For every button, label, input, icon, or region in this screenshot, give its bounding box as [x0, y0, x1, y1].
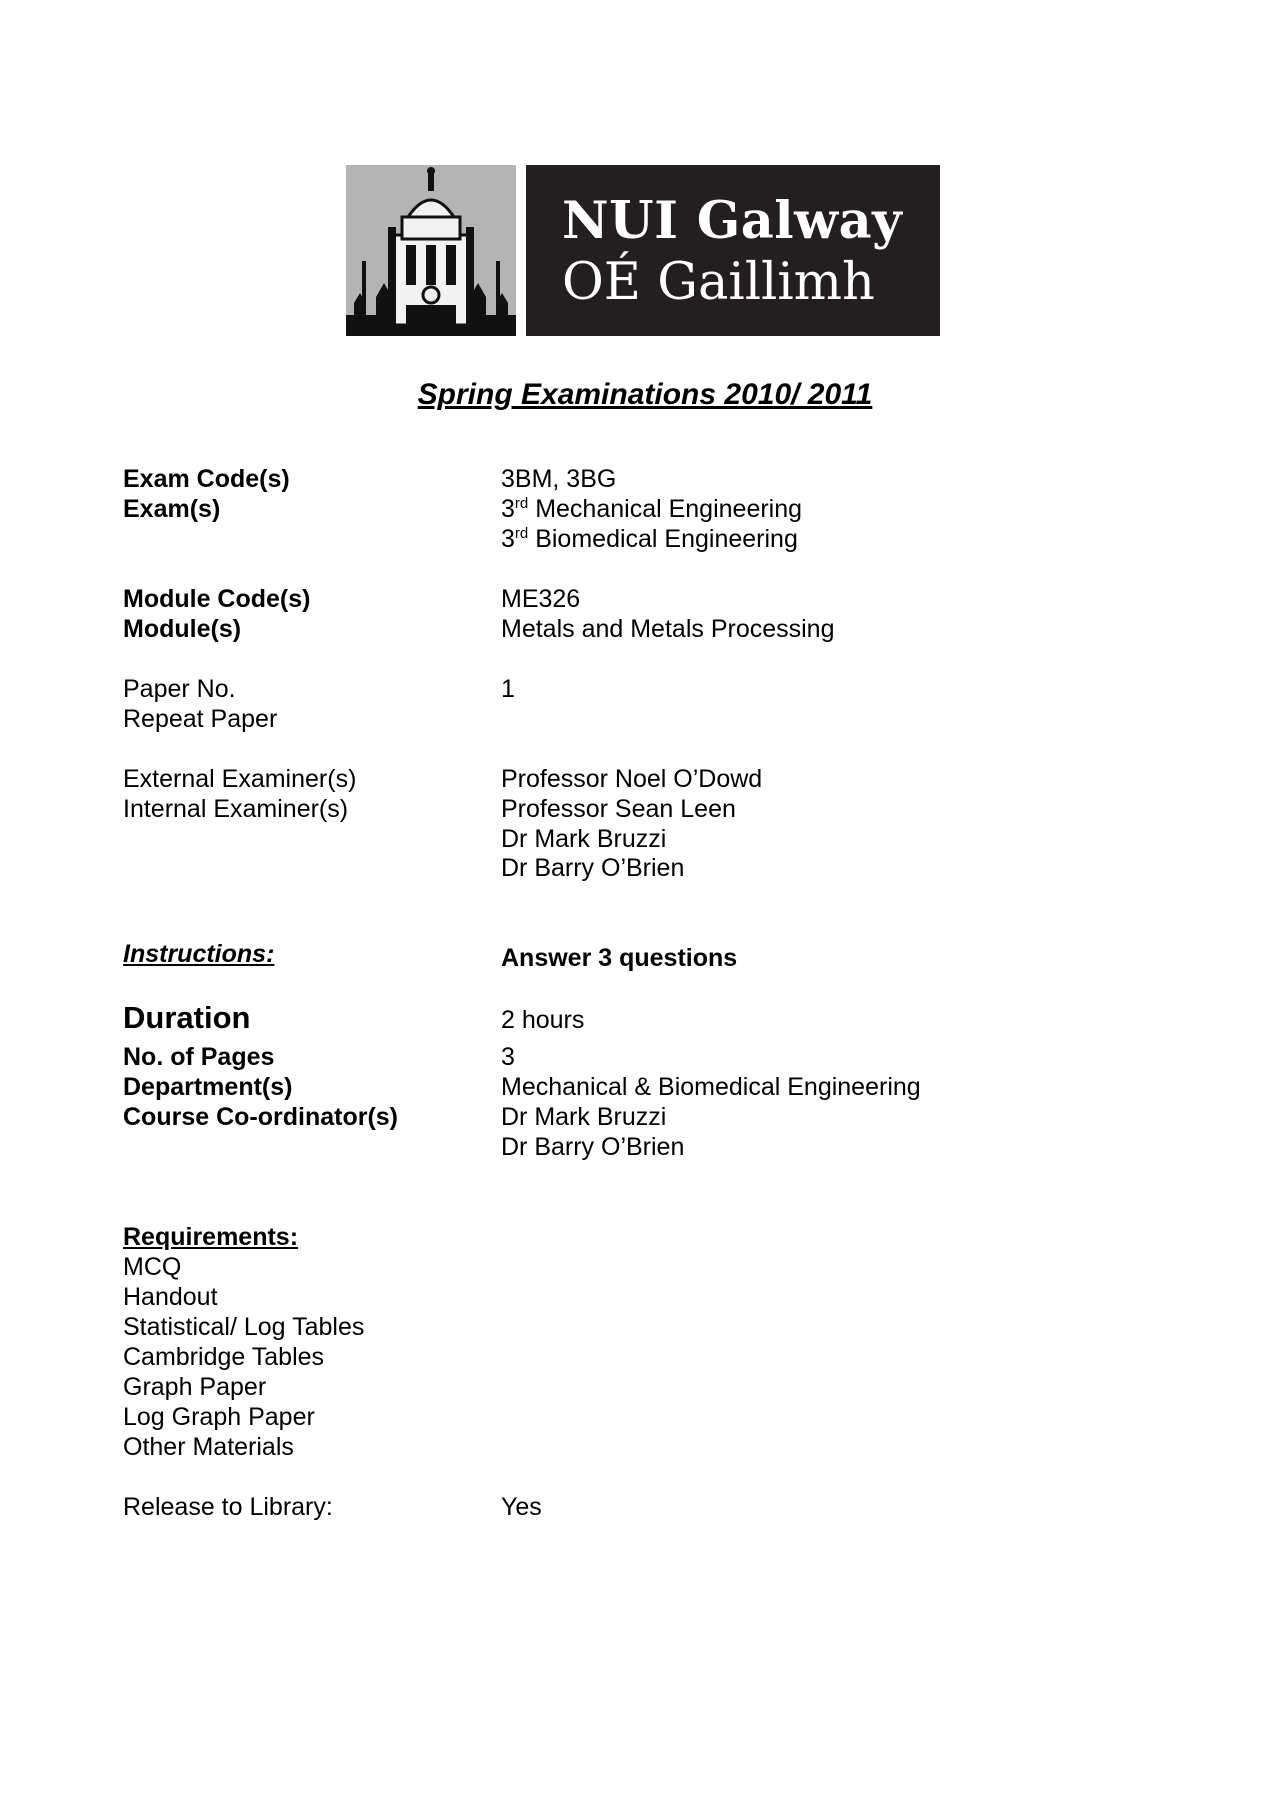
- release-label: Release to Library:: [123, 1493, 333, 1521]
- exam-item: 3rd Biomedical Engineering: [501, 525, 798, 553]
- pages-label: No. of Pages: [123, 1043, 275, 1071]
- exams-label: Exam(s): [123, 495, 221, 523]
- module-code-value: ME326: [501, 585, 581, 613]
- university-logo: [346, 165, 940, 336]
- requirement-item: Statistical/ Log Tables: [123, 1313, 365, 1341]
- requirement-item: MCQ: [123, 1253, 182, 1281]
- clock-tower-emblem: [346, 165, 516, 336]
- module-code-label: Module Code(s): [123, 585, 311, 613]
- requirement-item: Other Materials: [123, 1433, 294, 1461]
- requirements-heading: Requirements:: [123, 1223, 299, 1251]
- external-examiner-label: External Examiner(s): [123, 765, 357, 793]
- exam-item: 3rd Mechanical Engineering: [501, 495, 803, 523]
- department-label: Department(s): [123, 1073, 293, 1101]
- requirement-item: Graph Paper: [123, 1373, 267, 1401]
- internal-examiner-label: Internal Examiner(s): [123, 795, 349, 823]
- module-name-label: Module(s): [123, 615, 242, 643]
- department-value: Mechanical & Biomedical Engineering: [501, 1073, 921, 1101]
- instructions-label: Instructions:: [123, 940, 275, 968]
- internal-examiner-value: Dr Mark Bruzzi: [501, 825, 667, 853]
- exam-code-label: Exam Code(s): [123, 465, 290, 493]
- coordinator-value: Dr Barry O’Brien: [501, 1133, 685, 1161]
- exam-code-value: 3BM, 3BG: [501, 465, 617, 493]
- coordinator-label: Course Co-ordinator(s): [123, 1103, 398, 1131]
- requirement-item: Handout: [123, 1283, 218, 1311]
- external-examiner-value: Professor Noel O’Dowd: [501, 765, 763, 793]
- internal-examiner-value: Dr Barry O’Brien: [501, 854, 685, 882]
- logo-wordmark: [526, 165, 940, 336]
- pages-value: 3: [501, 1043, 515, 1071]
- requirement-item: Log Graph Paper: [123, 1403, 315, 1431]
- duration-label: Duration: [123, 1000, 251, 1035]
- repeat-paper-label: Repeat Paper: [123, 705, 278, 733]
- paper-no-value: 1: [501, 675, 515, 703]
- release-value: Yes: [501, 1493, 542, 1521]
- module-name-value: Metals and Metals Processing: [501, 615, 835, 643]
- internal-examiner-value: Professor Sean Leen: [501, 795, 736, 823]
- page-title: Spring Examinations 2010/ 2011: [417, 378, 873, 411]
- clock-tower-icon: [346, 165, 516, 336]
- paper-no-label: Paper No.: [123, 675, 236, 703]
- coordinator-value: Dr Mark Bruzzi: [501, 1103, 667, 1131]
- logo-text-english: NUI Galway: [562, 191, 903, 251]
- duration-value: 2 hours: [501, 1006, 585, 1034]
- logo-text-irish: OÉ Gaillimh: [562, 253, 875, 312]
- requirement-item: Cambridge Tables: [123, 1343, 325, 1371]
- instructions-value: Answer 3 questions: [501, 944, 738, 972]
